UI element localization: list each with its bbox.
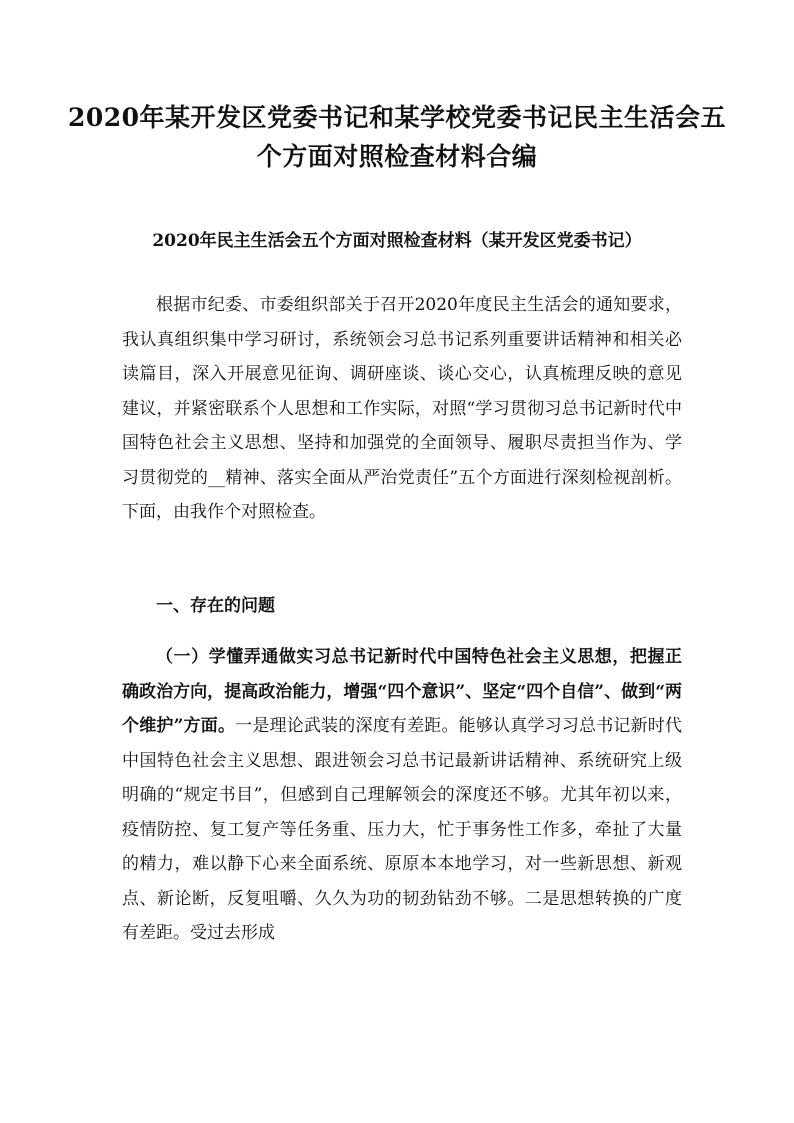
intro-paragraph: 根据市纪委、市委组织部关于召开2020年度民主生活会的通知要求，我认真组织集中学习研讨，系统领会习总书记系列重要讲话精神和相关必读篇目，深入开展意见征询、调研座谈、谈心交心，认真梳理反映的意见建议，并紧密联系个人思想和工作实际，对照“学习贯彻习总书记新时代中国特色社会主义思想、坚持和加强党的全面领导、履职尽责担当作为、学习贯彻党的__精神、落实全面从严治党责任”五个方面进行深刻检视剖析。下面，由我作个对照检查。 (122, 295, 682, 522)
document-subtitle: 2020年民主生活会五个方面对照检查材料（某开发区党委书记） (152, 231, 642, 251)
section-heading: 一、存在的问题 (156, 596, 275, 616)
item-body-text: 一是理论武装的深度有差距。能够认真学习习总书记新时代中国特色社会主义思想、跟进领会习总书记最新讲话精神、系统研究上级明确的“规定书目”，但感到自己理解领会的深度还不够。尤其年初以来，疫情防控、复工复产等任务重、压力大，忙于事务性工作多，牵扯了大量的精力，难以静下心来全面系统、原原本本地学习，对一些新思想、新观点、新论断，反复咀嚼、久久为功的韧劲钻劲不够。二是思想转换的广度有差距。受过去形成 (122, 716, 682, 943)
document-title: 2020年某开发区党委书记和某学校党委书记民主生活会五个方面对照检查材料合编 (67, 103, 727, 171)
item-paragraph (122, 640, 682, 951)
item-bold-lead: （一）学懂弄通做实习总书记新时代中国特色社会主义思想，把握正确政治方向，提高政治能力，增强“四个意识”、坚定“四个自信”、做到“两个维护”方面。 (122, 647, 682, 736)
